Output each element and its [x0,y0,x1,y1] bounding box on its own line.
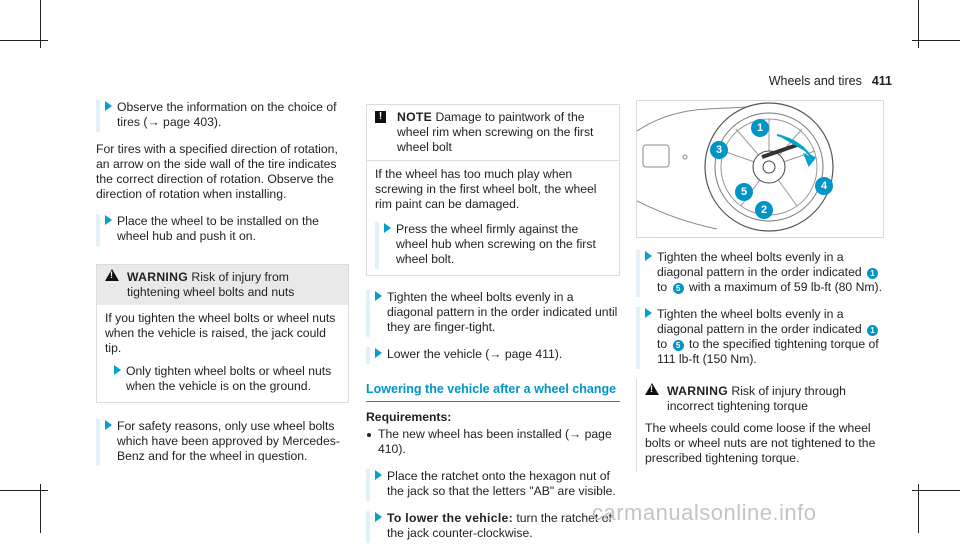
warning-triangle-icon [645,383,659,395]
number-5-badge: 5 [673,283,684,294]
step-place-ratchet [366,469,620,499]
number-5-badge: 5 [673,340,684,351]
crop-mark [918,484,919,533]
warning-header [97,265,348,305]
note-label: NOTE [397,110,433,124]
step-text: turn the ratchet of the jack counter-clockwise. [387,511,612,540]
column-2 [366,104,620,553]
step-text: with a maximum of 59 lb-ft (80 Nm). [688,280,882,294]
step-arrow-icon [375,348,382,358]
step-tighten-111 [636,307,886,367]
step-text: For safety reasons, only use wheel bolts which have been approved by Mercedes-Benz and for the wheel in question. [117,419,340,463]
warning-title: Risk of injury from tightening wheel bolts and nuts [127,270,295,299]
watermark: carmanualsonline.info [592,500,817,525]
step-text: Lower the vehicle (→ page 411). [387,347,563,361]
step-text: Observe the information on the choice of tires (→ page 403). [117,100,337,129]
number-1-badge: 1 [867,268,878,279]
note-step [375,222,611,267]
header-section: Wheels and tires [768,74,862,88]
crop-mark [912,40,960,41]
requirement-item: The new wheel has been installed (→ page 410). [366,427,620,457]
number-1-badge: 1 [867,325,878,336]
section-title: Lowering the vehicle after a wheel change [366,382,620,402]
warning-triangle-icon [105,269,119,281]
note-box-paintwork [366,104,620,276]
step-bar [366,290,370,337]
step-arrow-icon [645,251,652,261]
column-1 [96,100,349,476]
column-3 [636,250,886,472]
warning-label: WARNING [127,270,189,284]
step-bar [96,419,100,466]
step-arrow-icon [375,291,382,301]
warning-header [637,379,886,419]
step-arrow-icon [375,470,382,480]
paragraph-rotation: For tires with a specified direction of rotation, an arrow on the side wall of the tire indicates the correct direction of rotation. Observe the direction of rotation when installing. [96,142,338,201]
step-text: to [657,337,668,351]
page-number: 411 [871,74,892,88]
crop-mark [40,484,41,533]
step-arrow-icon [384,223,391,233]
step-tighten-59 [636,250,886,295]
step-arrow-icon [114,365,121,375]
note-text: If the wheel has too much play when screwing in the first wheel bolt, the wheel rim paint can be damaged. [375,167,597,211]
page-header [769,74,892,89]
step-text: to [657,280,668,294]
callout-3: 3 [710,141,728,159]
step-arrow-icon [105,420,112,430]
step-bar [366,511,370,543]
warning-step [105,364,340,394]
step-safety-bolts [96,419,349,464]
step-text: Place the wheel to be installed on the wheel hub and push it on. [117,214,319,243]
step-bar [636,307,640,369]
step-arrow-icon [375,512,382,522]
step-bar [366,469,370,501]
note-header [367,105,619,161]
note-body [367,161,619,275]
step-text: Only tighten wheel bolts or wheel nuts when the vehicle is on the ground. [126,364,332,393]
warning-body: The wheels could come loose if the wheel bolts or wheel nuts are not tightened to the prescribed tightening torque. [645,421,876,465]
step-arrow-icon [105,215,112,225]
step-bar [96,100,100,132]
step-text: Tighten the wheel bolts evenly in a diagonal pattern in the order indicated until they are finger-tight. [387,290,618,334]
step-text: Tighten the wheel bolts evenly in a diagonal pattern in the order indicated [657,307,862,336]
callout-5: 5 [735,183,753,201]
callout-2: 2 [755,201,773,219]
step-text: Press the wheel firmly against the wheel hub when screwing on the first wheel bolt. [396,222,596,266]
warning-label: WARNING [667,384,729,398]
step-lower-ratchet [366,511,620,541]
warning-text: If you tighten the wheel bolts or wheel nuts when the vehicle is raised, the jack could tip. [105,311,336,355]
step-arrow-icon [645,308,652,318]
callout-4: 4 [815,177,833,195]
step-bar [636,250,640,297]
warning-body [97,305,348,402]
warning-title: Risk of injury through incorrect tightening torque [667,384,846,413]
crop-mark [912,490,960,491]
note-title: Damage to paintwork of the wheel rim when screwing on the first wheel bolt [397,110,594,154]
callout-1: 1 [751,119,769,137]
step-place-wheel [96,214,349,244]
step-bar [375,222,379,269]
wheel-illustration [636,100,884,238]
step-text: Place the ratchet onto the hexagon nut of the jack so that the letters "AB" are visible. [387,469,616,498]
warning-box-tightening [96,264,349,403]
step-arrow-icon [105,101,112,111]
step-bar [366,347,370,364]
step-bar [96,214,100,246]
requirements-label: Requirements: [366,410,452,424]
crop-mark [918,0,919,48]
step-observe-tires [96,100,349,130]
step-text: Tighten the wheel bolts evenly in a diagonal pattern in the order indicated [657,250,862,279]
warning-box-torque [636,379,886,472]
step-lower-vehicle [366,347,620,362]
step-label: To lower the vehicle: [387,511,513,525]
step-text: to the specified tightening torque of 111 lb-ft (150 Nm). [657,337,879,366]
crop-mark [40,0,41,48]
note-icon: ! [375,111,386,123]
step-tighten-finger [366,290,620,335]
